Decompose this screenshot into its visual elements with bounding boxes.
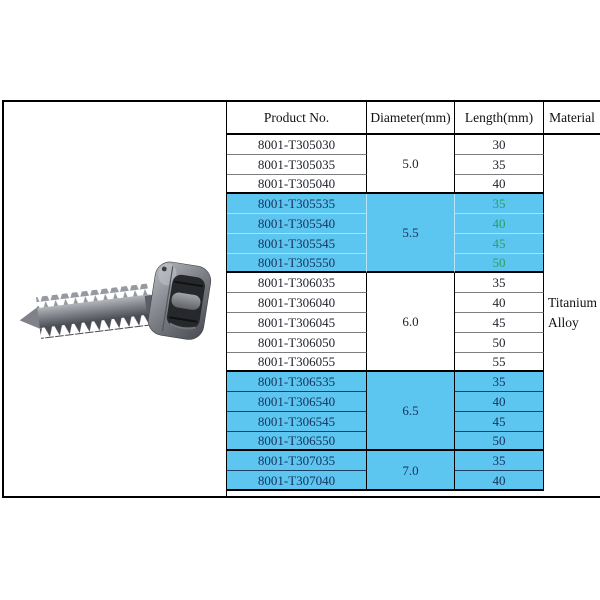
product-cell: 8001-T305030 [227,135,367,155]
diameter-cell: 5.0 [367,135,455,194]
header-product-no: Product No. [227,102,367,135]
product-cell: 8001-T306550 [227,432,367,452]
length-cell: 40 [455,293,544,313]
length-cell: 35 [455,451,544,471]
length-cell: 35 [455,273,544,293]
length-cell: 35 [455,155,544,175]
length-cell: 35 [455,194,544,214]
screw-image-cell [4,102,227,496]
length-cell: 50 [455,432,544,452]
length-cell: 45 [455,412,544,432]
product-cell: 8001-T306055 [227,353,367,373]
product-cell: 8001-T306535 [227,372,367,392]
header-diameter: Diameter(mm) [367,102,455,135]
product-cell: 8001-T306040 [227,293,367,313]
product-cell: 8001-T307040 [227,471,367,491]
length-cell: 40 [455,175,544,195]
spec-grid [227,102,600,496]
product-cell: 8001-T307035 [227,451,367,471]
product-cell: 8001-T306045 [227,313,367,333]
product-cell: 8001-T306050 [227,333,367,353]
length-cell: 35 [455,372,544,392]
product-cell: 8001-T306545 [227,412,367,432]
product-cell: 8001-T305545 [227,234,367,254]
product-cell: 8001-T305535 [227,194,367,214]
product-spec-table [2,100,600,498]
length-cell: 45 [455,234,544,254]
diameter-cell: 7.0 [367,451,455,491]
product-cell: 8001-T305035 [227,155,367,175]
diameter-cell: 6.5 [367,372,455,451]
diameter-cell: 6.0 [367,273,455,372]
length-cell: 40 [455,471,544,491]
product-cell: 8001-T305550 [227,254,367,274]
product-cell: 8001-T306035 [227,273,367,293]
product-cell: 8001-T305040 [227,175,367,195]
length-cell: 40 [455,392,544,412]
header-material: Material [544,102,600,135]
length-cell: 30 [455,135,544,155]
diameter-cell: 5.5 [367,194,455,273]
header-length: Length(mm) [455,102,544,135]
length-cell: 50 [455,333,544,353]
product-cell: 8001-T305540 [227,214,367,234]
length-cell: 55 [455,353,544,373]
length-cell: 45 [455,313,544,333]
length-cell: 40 [455,214,544,234]
material-cell: Titanium Alloy [548,294,598,330]
pedicle-screw-image [12,257,212,361]
product-cell: 8001-T306540 [227,392,367,412]
length-cell: 50 [455,254,544,274]
